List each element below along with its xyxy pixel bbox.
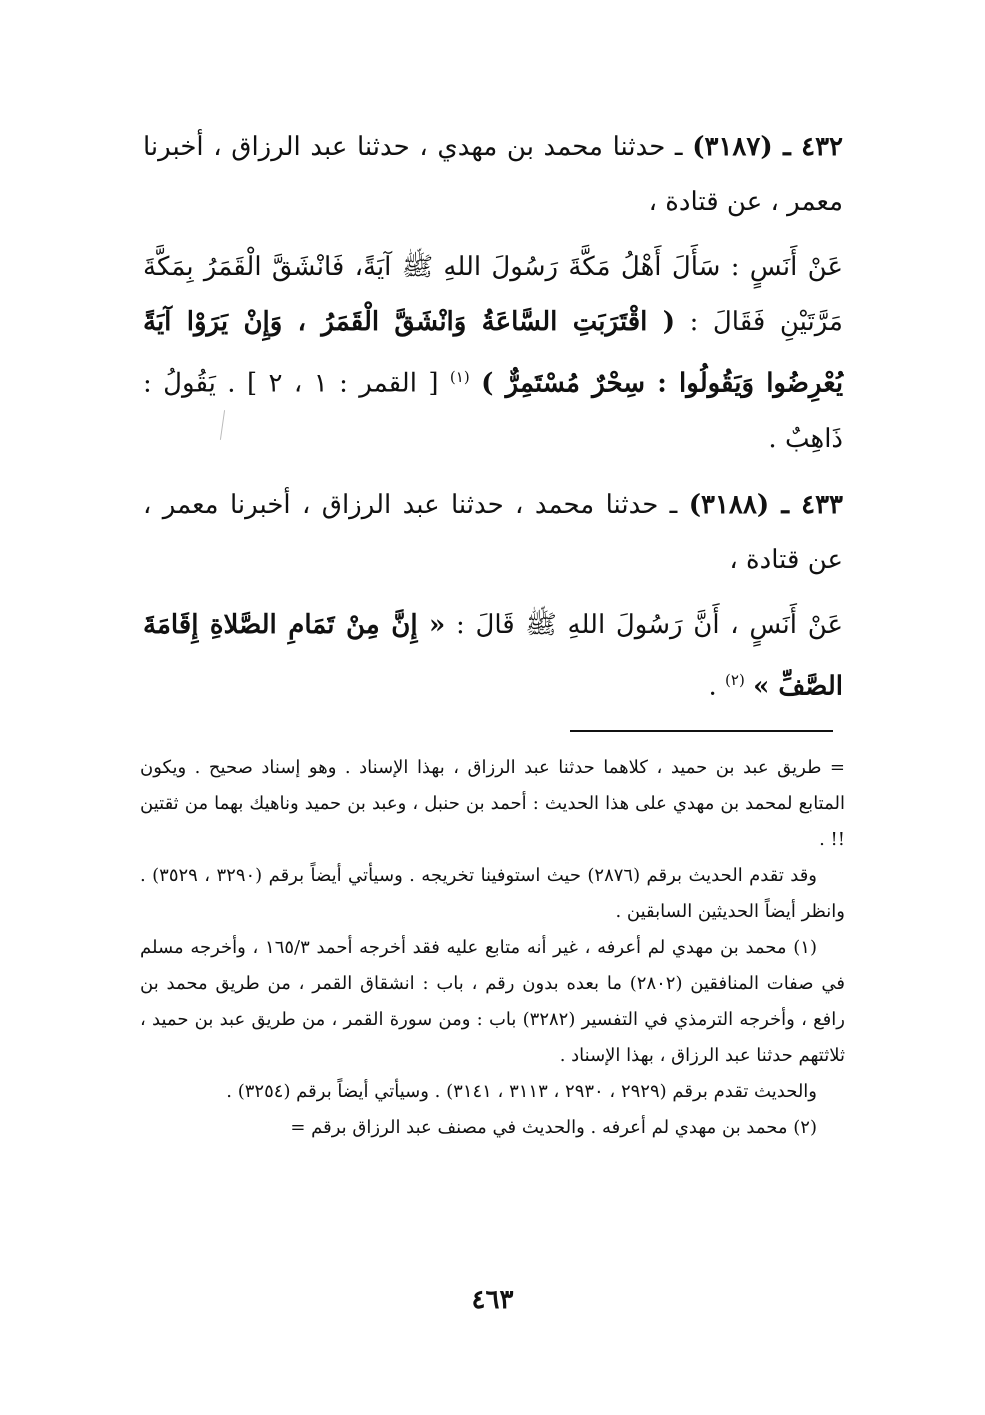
- footnote-continuation-2: وقد تقدم الحديث برقم (٢٨٧٦) حيث استوفينا تخريجه . وسيأتي أيضاً برقم (٣٢٩٠ ، ٣٥٢٩) . وانظر أيضاً الحديثين السابقين .: [140, 865, 845, 922]
- footnote-separator: [570, 730, 833, 732]
- hadith-432-number: ٤٣٢ ـ (٣١٨٧): [692, 132, 844, 162]
- hadith-433-end: .: [708, 671, 717, 702]
- hadith-433-number: ٤٣٣ ـ (٣١٨٨): [688, 490, 844, 520]
- footnotes: [140, 750, 845, 1146]
- hadith-432-quran-verse: ( اقْتَرَبَتِ السَّاعَةُ وَانْشَقَّ الْقَمَرُ ، وَإِنْ يَرَوْا آيَةً يُعْرِضُوا وَيَقُولُوا : سِحْرٌ مُسْتَمِرٌّ ): [143, 307, 844, 399]
- footnote-1: (١) محمد بن مهدي لم أعرفه ، غير أنه متابع عليه فقد أخرجه أحمد ١٦٥/٣ ، وأخرجه مسلم في صفات المنافقين (٢٨٠٢) ما بعده بدون رقم ، باب : انشقاق القمر ، من طريق محمد بن رافع ، وأخرجه الترمذي في التفسير (٣٢٨٢) باب : ومن سورة القمر ، من طريق عبد بن حميد ، ثلاثتهم حدثنا عبد الرزاق ، بهذا الإسناد .: [140, 937, 845, 1066]
- hadith-432-isnad: [143, 120, 843, 230]
- footnote-continuation: = طريق عبد بن حميد ، كلاهما حدثنا عبد الرزاق ، بهذا الإسناد . وهو إسناد صحيح . ويكون المتابع لمحمد بن مهدي على هذا الحديث : أحمد بن حنبل ، وعبد بن حميد وناهيك بهما من ثقتين !! .: [140, 757, 845, 850]
- hadith-433-quote: « إِنَّ مِنْ تَمَامِ الصَّلاةِ إِقَامَةَ الصَّفِّ »: [143, 610, 843, 702]
- footnote-marker-2: (٢): [725, 671, 745, 689]
- footnote-1-continued: والحديث تقدم برقم (٢٩٢٩ ، ٢٩٣٠ ، ٣١١٣ ، ٣١٤١) . وسيأتي أيضاً برقم (٣٢٥٤) .: [226, 1081, 817, 1102]
- footnote-2: (٢) محمد بن مهدي لم أعرفه . والحديث في مصنف عبد الرزاق برقم =: [290, 1117, 817, 1138]
- page-number: ٤٦٣: [471, 1285, 514, 1315]
- hadith-432-matn-intro: عَنْ أَنَسٍ : سَأَلَ أَهْلُ مَكَّةَ رَسُولَ اللهِ ﷺ آيَةً، فَانْشَقَّ الْقَمَرُ بِمَكَّةَ مَرَّتَيْنِ فَقَالَ :: [143, 252, 843, 337]
- hadith-433-isnad: [143, 478, 843, 588]
- hadith-432-reference: [ القمر : ١ ، ٢ ] . يَقُولُ : ذَاهِبٌ .: [143, 368, 843, 454]
- hadith-433-matn-intro: عَنْ أَنَسٍ ، أَنَّ رَسُولَ اللهِ ﷺ قَالَ :: [456, 610, 843, 640]
- hadith-433-matn: [143, 598, 843, 715]
- hadith-432-isnad-text: ـ حدثنا محمد بن مهدي ، حدثنا عبد الرزاق ، أخبرنا معمر ، عن قتادة ،: [143, 132, 843, 217]
- hadith-433-isnad-text: ـ حدثنا محمد ، حدثنا عبد الرزاق ، أخبرنا معمر ، عن قتادة ،: [143, 490, 843, 575]
- hadith-432-matn: [143, 240, 843, 467]
- footnote-marker-1: (١): [449, 368, 470, 386]
